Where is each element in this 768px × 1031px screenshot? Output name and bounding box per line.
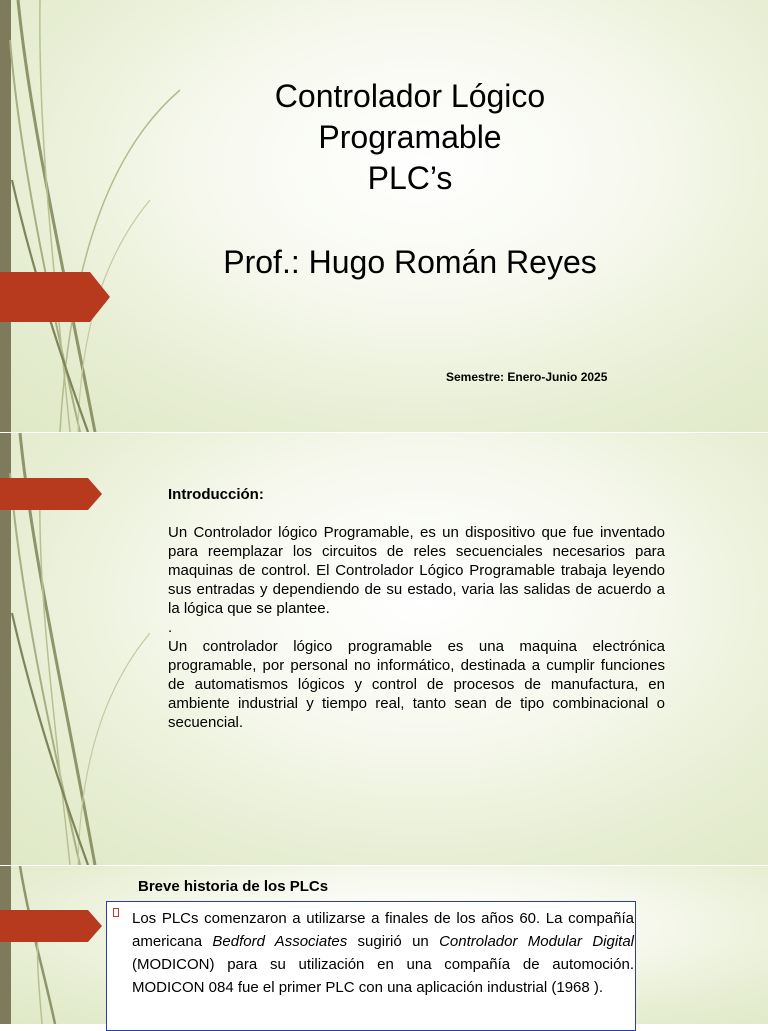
swoosh-decoration (0, 0, 220, 432)
history-paragraph (132, 907, 634, 999)
title-slide (0, 0, 768, 432)
author-name: Prof.: Hugo Román Reyes (223, 244, 597, 280)
history-text-segment: sugirió un (347, 933, 440, 950)
intro-paragraph: Un Controlador lógico Programable, es un dispositivo que fue inventado para reemplazar los circuitos de reles secuenciales necesarios para maquinas de control. El Controlador Lógico Programable trabaja leyendo sus entradas y dependiendo de su estado, varia las salidas de acuerdo a la lógica que se plantee. (168, 524, 665, 617)
history-text-box (106, 901, 636, 1031)
title-line: PLC’s (367, 160, 453, 196)
bullet-square-icon (113, 908, 119, 917)
product-name: Controlador Modular Digital (439, 933, 635, 950)
intro-paragraph: Un controlador lógico programable es una maquina electrónica programable, por personal no informático, destinada a cumplir funciones de automatismos lógicos y control de procesos de manufactura, en ambiente industrial y tiempo real, tanto sean de tipo combinacional o secuencial. (168, 638, 665, 731)
intro-body (168, 523, 665, 732)
accent-arrow (0, 478, 102, 510)
accent-arrow (0, 272, 110, 322)
intro-heading: Introducción: (168, 486, 264, 503)
history-heading: Breve historia de los PLCs (138, 878, 329, 895)
intro-separator: . (168, 619, 173, 636)
accent-arrow (0, 910, 102, 942)
history-text-segment: (MODICON) para su utilización en una compañía de automoción. MODICON 084 fue el primer PLC con una aplicación industrial (1968 ). (132, 956, 634, 996)
history-text-segment: Los PLCs comenzaron a utilizarse a finales de los años 60. La compañía americana (132, 910, 634, 950)
slide-title (180, 76, 640, 199)
title-line: Programable (318, 119, 502, 155)
company-name: Bedford Associates (212, 933, 348, 950)
semester-label: Semestre: Enero-Junio 2025 (446, 370, 608, 384)
title-line: Controlador Lógico (274, 78, 546, 114)
